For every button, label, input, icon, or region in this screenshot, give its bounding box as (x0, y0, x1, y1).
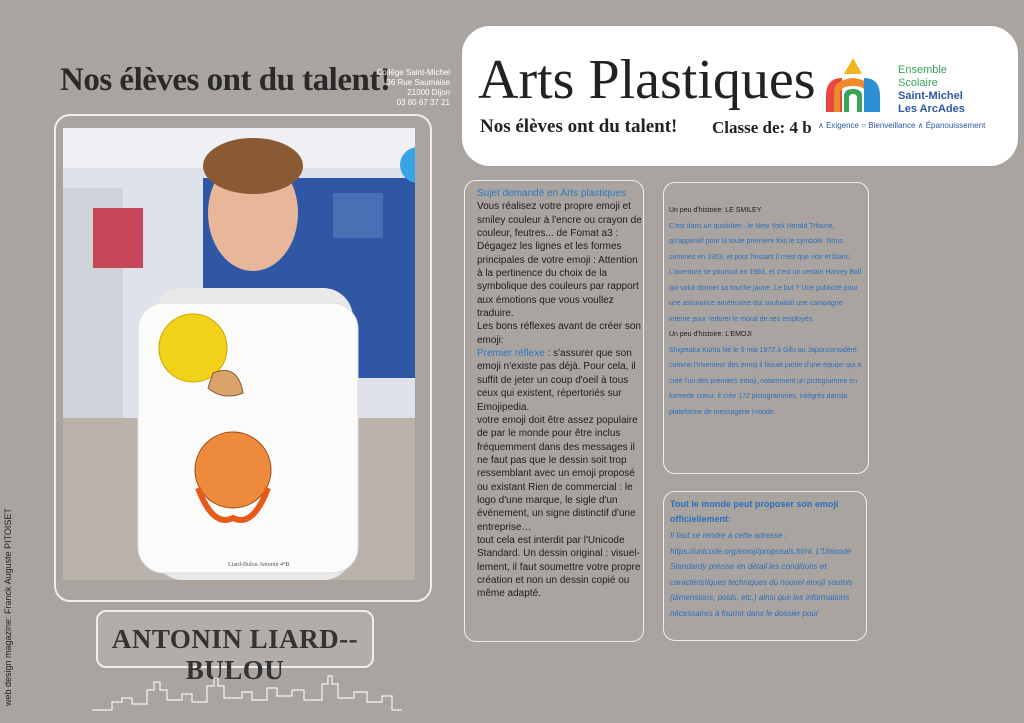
sujet-paragraph: Les bons réflexes avant de créer son emoji: (477, 321, 641, 346)
history-text-emoji: Shigetaka Kurita Né le 9 mai 1972 à Gifu au Japonconsidéré comme l'inventeur des emoji il faisait partie d'une équipe qui a créé l'un des premiers emoji, notamment un pictogramme en formede coeur. il crée 172 pictogrammes, intégrés dansla plateforme de messagerie I-mode. (669, 346, 862, 416)
class-label: Classe de: 4 b (712, 118, 812, 137)
history-heading-emoji: Un peu d'histoire: L'EMOJI (669, 331, 752, 338)
student-name-box (96, 610, 374, 685)
page-headline: Nos élèves ont du talent! (60, 62, 391, 98)
logo-text-ensemble: Ensemble Scolaire (898, 64, 947, 89)
reflexe-label: Premier réflexe (477, 348, 545, 360)
school-logo (818, 52, 1008, 142)
sujet-heading: Sujet demandé en Arts plastiques (477, 188, 626, 199)
school-address (360, 68, 450, 108)
magazine-credit: web design magazine: Franck Auguste PITOISET (3, 508, 13, 706)
sujet-paragraph: Vous réalisez votre propre emoji et smiley couleur à l'encre ou crayon de couleur, feutres... de Fomat a3 : Dégagez les lignes et les formes principales de votre emoji : Attention à la pertinence du choix de la symbolique des couleurs par rapport aux émotions que vous voullez traduire. (477, 201, 642, 320)
student-name: ANTONIN LIARD--BULOU (111, 624, 359, 685)
school-city: 21000 Dijon (407, 88, 450, 97)
sujet-paragraph: Premier réflexe : s'assurer que son emoji n'existe pas déjà. Pour cela, il suffit de jeter un coup d'oeil à tous ceux qui existent, répertoriés sur Emojipedia. (477, 348, 636, 413)
drawing-signature: Liard-Bulou Antonin 4°B (228, 562, 290, 568)
school-name: Collège Saint-Michel (376, 68, 450, 77)
arcades-logo-icon (820, 56, 886, 114)
history-text-smiley: C'est dans un quotidien , le New York Herald Tribune, qu'apparaît pour la toute première fois le symbole. Nous sommes en 1953, et pour l'instant il n'est que noir et blanc. L'aventure se poursuit en 1963, et c'est un certain Harvey Ball qui valut donner sa touche jaune. Le but ? Une publicité pour une assurance américaine qui souhaitait une campagne interne pour redorer le moral de ses employés. (669, 222, 862, 323)
history-text (669, 203, 864, 420)
logo-text-school: Saint-Michel Les ArcAdes (898, 90, 965, 115)
magazine-subtitle: Nos élèves ont du talent! (480, 116, 678, 137)
sujet-paragraph: votre emoji doit être assez populaire de par le monde pour être inclus fréquemment dans des messages il ne faut pas que le dessin soit trop ressemblant avec un emoji proposé ou existant Rien de commercial : le logo d'une marque, le sigle d'un événement, un signe distinctif d'une entreprise… (477, 414, 638, 533)
sujet-text (477, 187, 645, 601)
proposal-title: Tout le monde peut proposer son emoji officiellement: (670, 499, 839, 524)
school-street: 36 Rue Saumaise (386, 78, 450, 87)
classroom-photo-illustration (63, 128, 415, 580)
student-photo (63, 128, 415, 580)
logo-motto: ∧ Exigence ○ Bienveillance ∧ Épanouissement (818, 121, 986, 130)
sujet-paragraph: tout cela est interdit par l'Unicode Standard. Un dessin original : visuel-lement, il faut soumettre votre propre création et non un dessin copié ou même adapté. (477, 534, 641, 600)
history-heading-smiley: Un peu d'histoire: LE SMILEY (669, 207, 762, 214)
city-skyline-icon (92, 672, 402, 712)
magazine-title: Arts Plastiques (478, 49, 816, 111)
proposal-text: Il faut se rendre à cette adresse : https://unicode.org/emoji/proposals.html. L'Unicode Standardy précise en détail les conditions et caractéristiques techniques du nouvel emoji soumis (dimensions, poids, etc.) ainsi que les informations nécessaires à fournir dans le dossier pour (670, 531, 853, 618)
school-phone: 03 80 67 37 21 (396, 98, 450, 107)
